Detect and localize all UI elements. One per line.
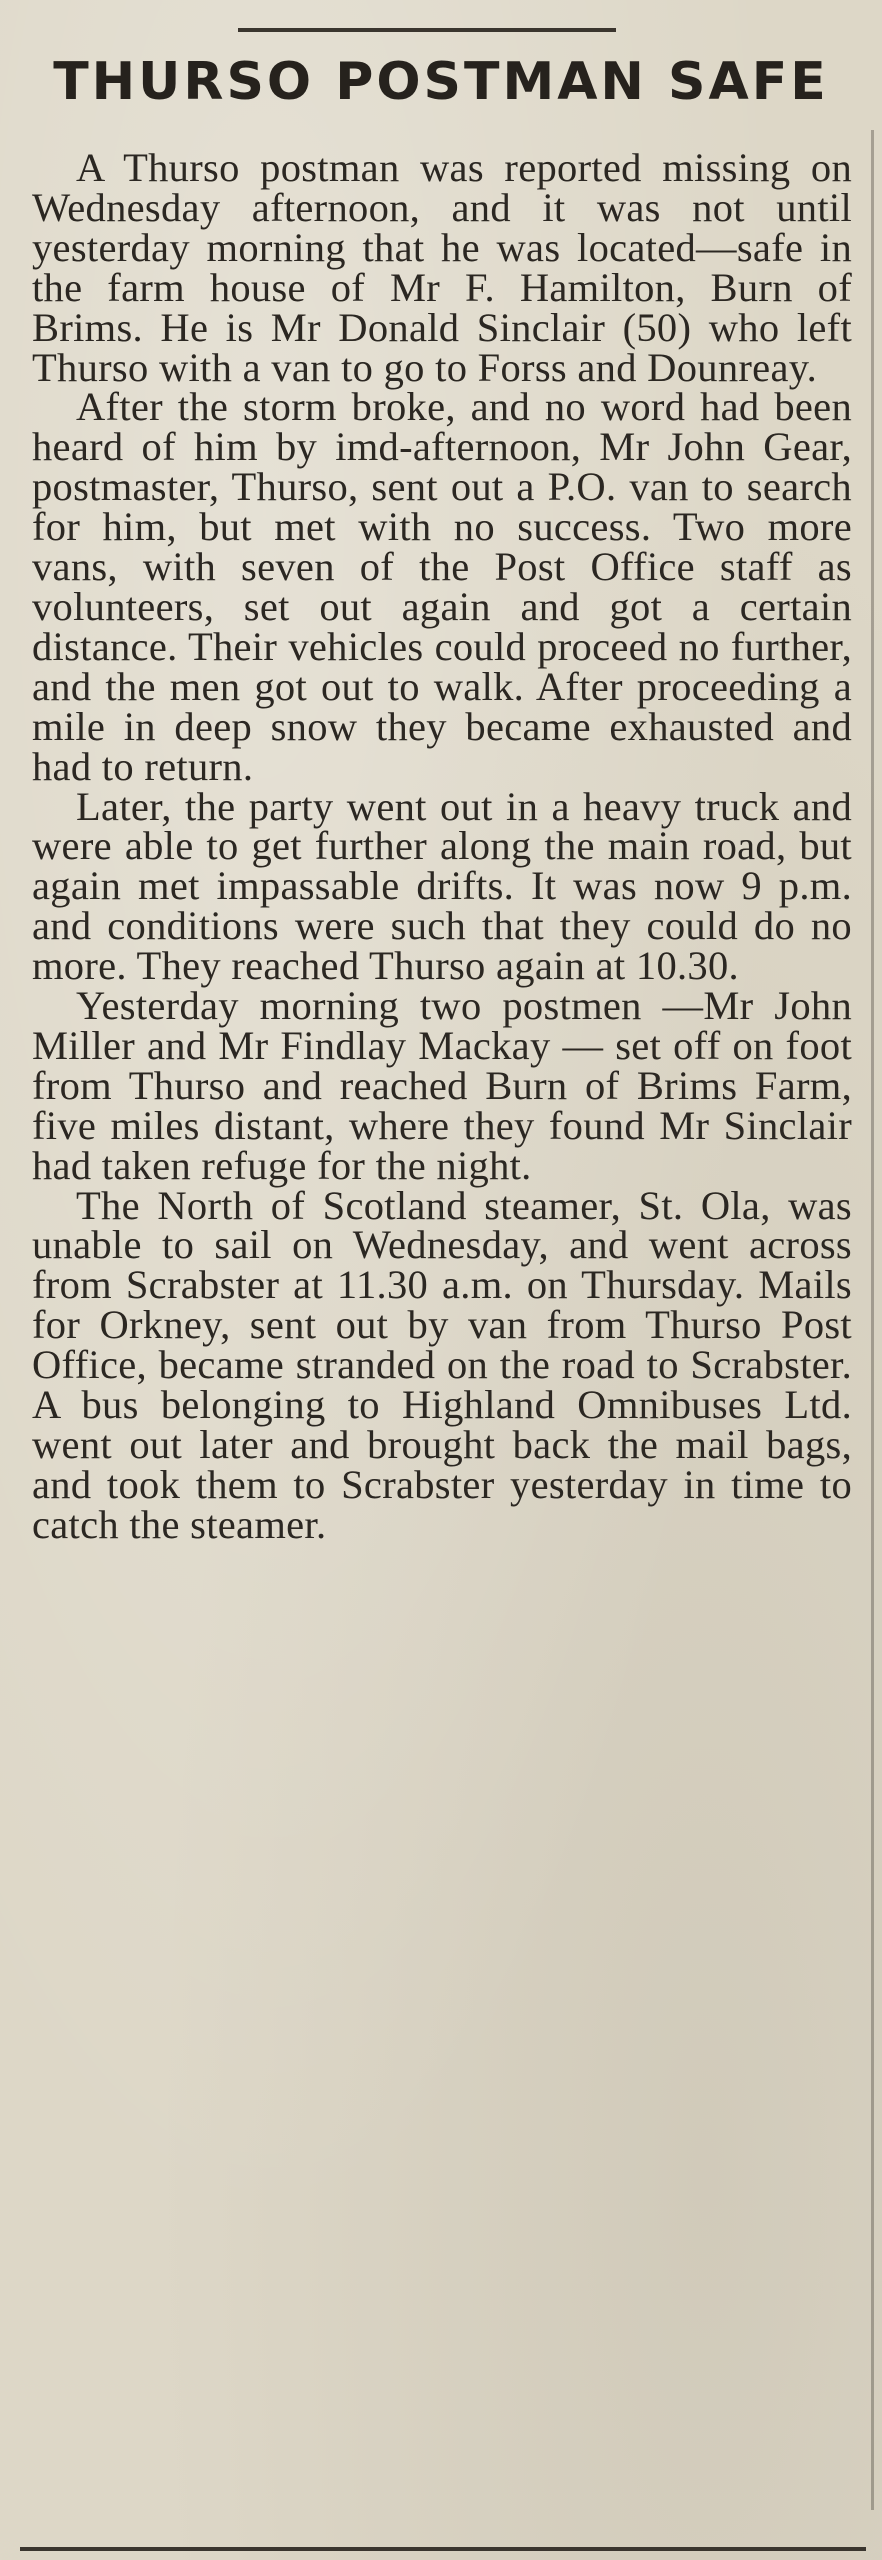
column-edge-shadow [871, 130, 874, 2510]
paragraph-2: After the storm broke, and no word had been heard of him by imd-afternoon, Mr John Gear, postmaster, Thurso, sent out a P.O. van to search for him, but met with no success. Two more vans, with seven of the Post Office staff as volunteers, set out again and got a certain distance. Their vehicles could proceed no further, and the men got out to walk. After proceeding a mile in deep snow they became exhausted and had to return. [32, 384, 852, 789]
paragraph-5: The North of Scotland steamer, St. Ola, was unable to sail on Wednesday, and went across from Scrabster at 11.30 a.m. on Thursday. Mails for Orkney, sent out by van from Thurso Post Office, became stranded on the road to Scrabster. A bus belonging to Highland Omnibuses Ltd. went out later and brought back the mail bags, and took them to Scrabster yesterday in time to catch the steamer. [32, 1182, 852, 1547]
article-body [32, 145, 852, 1547]
headline: THURSO POSTMAN SAFE [53, 52, 829, 112]
bottom-rule [20, 2547, 866, 2551]
paragraph-4: Yesterday morning two postmen —Mr John Miller and Mr Findlay Mackay — set off on foot from Thurso and reached Burn of Brims Farm, five miles distant, where they found Mr Sinclair had taken refuge for the night. [32, 983, 852, 1188]
paragraph-1: A Thurso postman was reported missing on Wednesday afternoon, and it was not until yesterday morning that he was located—safe in the farm house of Mr F. Hamilton, Burn of Brims. He is Mr Donald Sinclair (50) who left Thurso with a van to go to Forss and Dounreay. [32, 145, 852, 390]
top-rule [238, 28, 616, 32]
paragraph-3: Later, the party went out in a heavy truck and were able to get further along the main road, but again met impassable drifts. It was now 9 p.m. and conditions were such that they could do no more. They reached Thurso again at 10.30. [32, 783, 852, 989]
